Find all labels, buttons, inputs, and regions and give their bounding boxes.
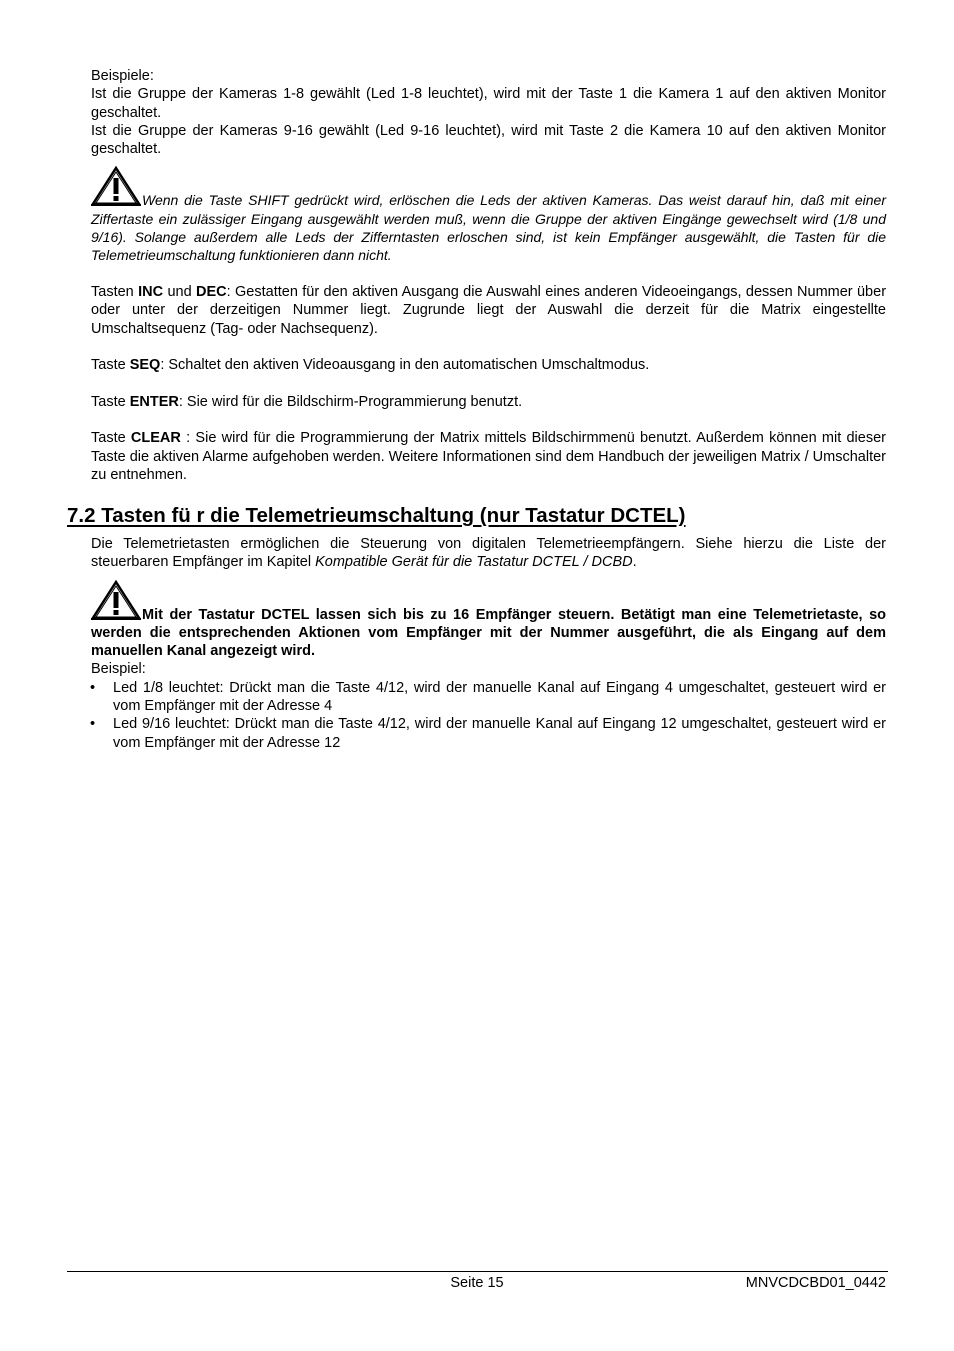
seq-paragraph (91, 356, 886, 374)
inc-dec-paragraph (91, 283, 886, 338)
examples-label: Beispiele: (91, 68, 154, 84)
clear-prefix: Taste (91, 430, 131, 447)
section-intro-text: Die Telemetrietasten ermöglichen die Steuerung von digitalen Telemetrieempfängern. Siehe hierzu die Liste der steuerbaren Empfänger im Kapitel (91, 536, 886, 571)
inc-dec-prefix: Tasten (91, 283, 139, 300)
inc-key: INC (138, 283, 164, 300)
footer-rule (67, 1271, 888, 1272)
clear-paragraph (91, 429, 886, 484)
warning-text-2: Mit der Tastatur DCTEL lassen sich bis zu 16 Empfänger steuern. Betätigt man eine Telemetrietaste, so werden die entsprechenden Aktionen vom Empfänger mit der Nummer ausgeführt, die als Eingang auf dem manuellen Kanal angezeigt wird. (91, 606, 886, 660)
example-label: Beispiel: (91, 661, 146, 678)
warning-paragraph-1 (91, 166, 886, 264)
warning-triangle-icon (91, 166, 141, 206)
inc-dec-text: : Gestatten für den aktiven Ausgang die Auswahl eines anderen Videoeingangs, dessen Nummer über oder unter der derzeitigen Nummer liegt. Zugrunde liegt der Auswahl die derzeit für die Matrix eingestellte Umschaltsequenz (Tag- oder Nachsequenz). (91, 283, 887, 337)
enter-paragraph (91, 393, 886, 411)
enter-text: : Sie wird für die Bildschirm-Programmierung benutzt. (178, 393, 523, 410)
clear-key: CLEAR (130, 430, 181, 447)
seq-key: SEQ (129, 357, 161, 374)
warning-text-1: Wenn die Taste SHIFT gedrückt wird, erlöschen die Leds der aktiven Kameras. Das weist darauf hin, daß mit einer Ziffertaste ein zulässiger Eingang ausgewählt werden muß, wenn die Gruppe der aktiven Eingänge gewechselt wird (1/8 und 9/16). Solange außerdem alle Leds der Zifferntasten erloschen sind, ist kein Empfänger ausgewählt, die Tasten für die Telemetrieumschaltung funktionieren dann nicht. (91, 192, 886, 264)
warning-triangle-icon (91, 580, 141, 620)
list-item: • Led 1/8 leuchtet: Drückt man die Taste 4/12, wird der manuelle Kanal auf Eingang 4 umgeschaltet, gesteuert wird er vom Empfänger mit der Adresse 4 (91, 679, 886, 716)
example-bullet-list (91, 679, 886, 752)
footer-document-code: MNVCDCBD01_0442 (745, 1275, 886, 1291)
section-intro (91, 535, 886, 572)
clear-text: : Sie wird für die Programmierung der Matrix mittels Bildschirmmenü benutzt. Außerdem können mit dieser Taste die aktiven Alarme aufgehoben werden. Weitere Informationen sind dem Handbuch der jeweiligen Matrix / Umschalter zu entnehmen. (91, 430, 886, 483)
footer-page-number: Seite 15 (450, 1275, 504, 1291)
section-heading: 7.2 Tasten fü r die Telemetrieumschaltung (nur Tastatur DCTEL) (67, 504, 686, 527)
inc-dec-mid: und (163, 283, 196, 300)
enter-key: ENTER (129, 393, 179, 410)
section-intro-reference: Kompatible Gerät für die Tastatur DCTEL / DCBD (315, 554, 633, 571)
example-paragraph-1: Ist die Gruppe der Kameras 1-8 gewählt (Led 1-8 leuchtet), wird mit der Taste 1 die Kamera 1 auf den aktiven Monitor geschaltet. (91, 86, 886, 121)
seq-text: : Schaltet den aktiven Videoausgang in den automatischen Umschaltmodus. (160, 357, 650, 374)
upper-body (91, 67, 886, 484)
dec-key: DEC (196, 283, 227, 300)
section-intro-end: . (632, 554, 637, 571)
example-paragraph-2: Ist die Gruppe der Kameras 9-16 gewählt (Led 9-16 leuchtet), wird mit Taste 2 die Kamera 10 auf den aktiven Monitor geschaltet. (91, 122, 886, 158)
seq-prefix: Taste (91, 357, 130, 374)
lower-body (91, 535, 886, 752)
enter-prefix: Taste (91, 393, 130, 410)
list-item: • Led 9/16 leuchtet: Drückt man die Taste 4/12, wird der manuelle Kanal auf Eingang 12 umgeschaltet, gesteuert wird er vom Empfänger mit der Adresse 12 (91, 715, 886, 752)
warning-paragraph-2 (91, 580, 886, 661)
